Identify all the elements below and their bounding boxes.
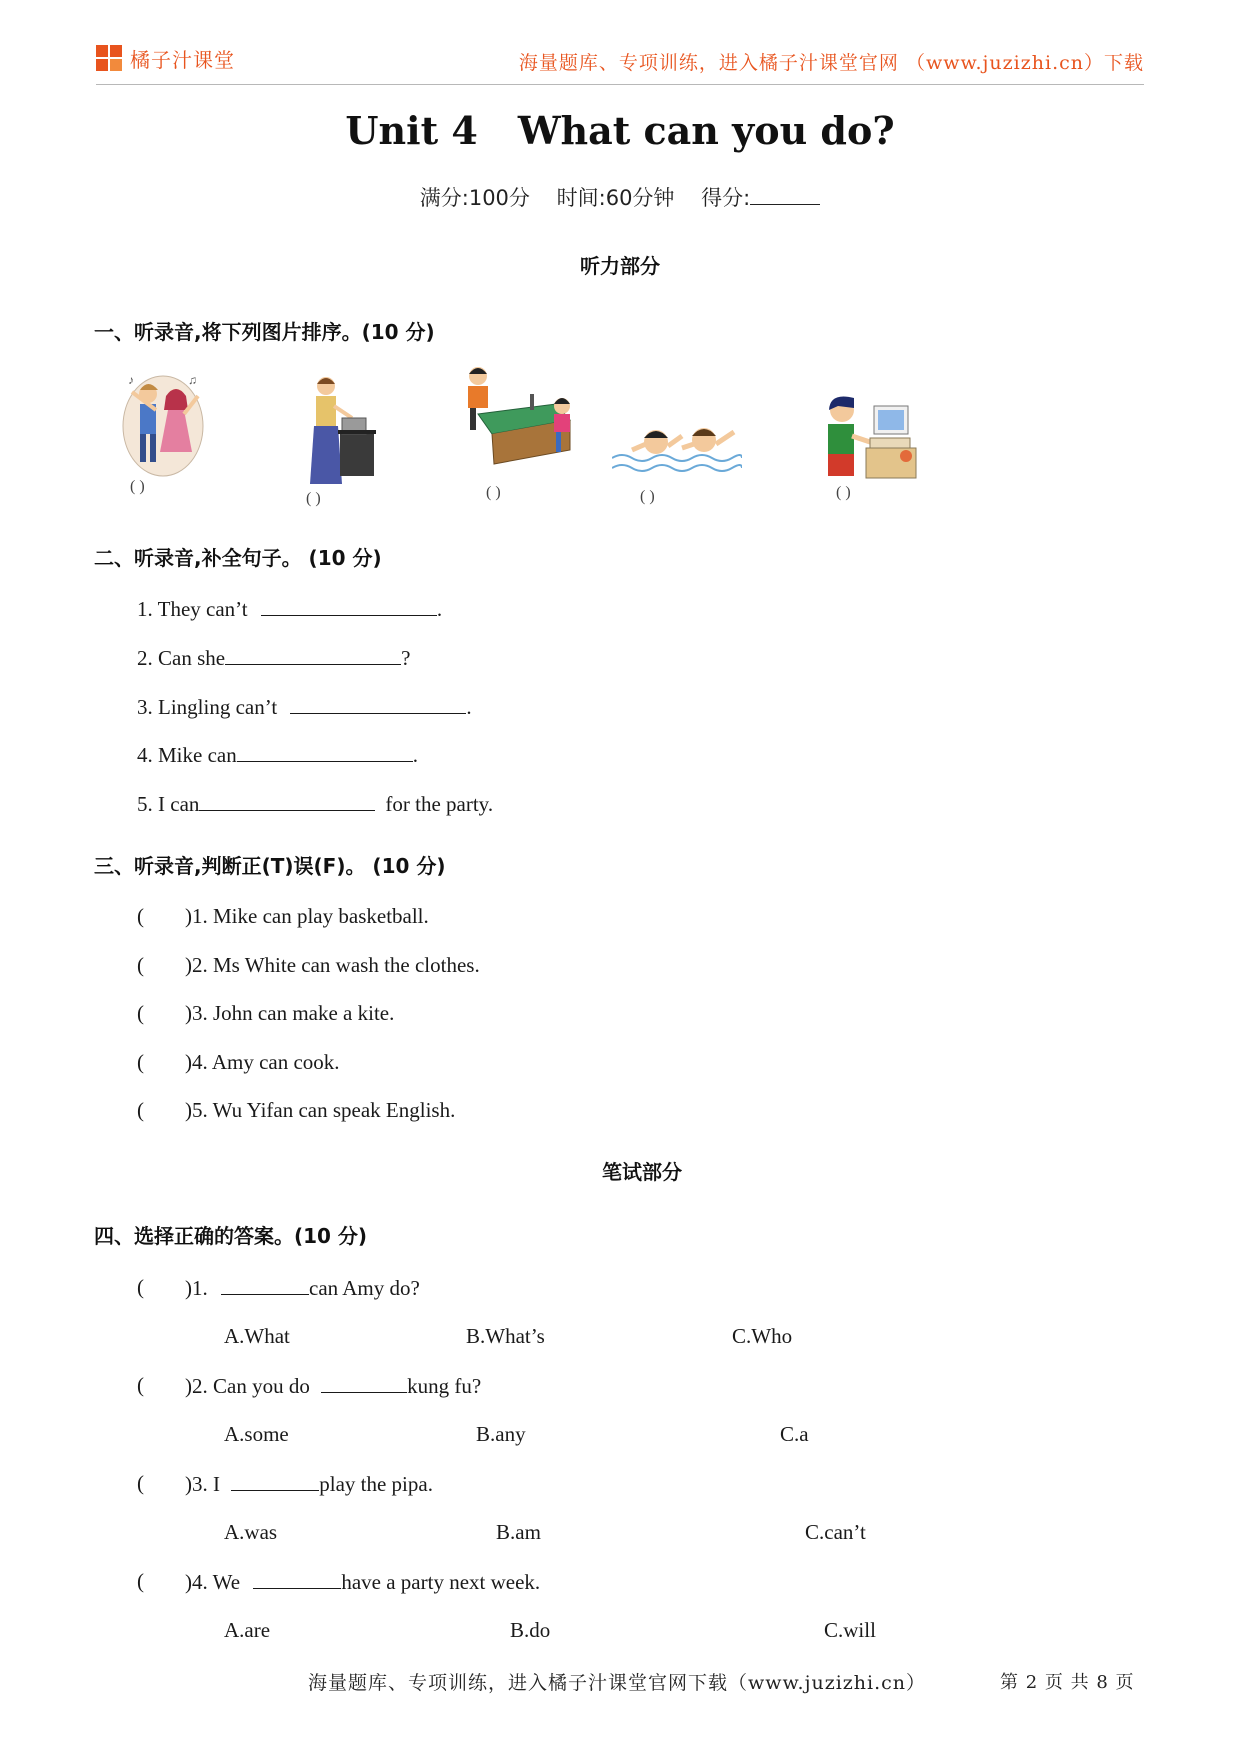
sentence-end: for the party. xyxy=(385,792,494,816)
option-c[interactable]: C.can’t xyxy=(805,1520,866,1544)
children-swimming-picture xyxy=(612,414,742,484)
answer-blank[interactable] xyxy=(231,1471,319,1491)
judge-text: )4. Amy can cook. xyxy=(185,1050,340,1074)
boy-at-computer-picture xyxy=(820,392,920,488)
footer-text: 海量题库、专项训练，进入橘子汁课堂官网下载（www.juzizhi.cn） xyxy=(308,1672,927,1694)
answer-paren[interactable]: ( xyxy=(137,1050,144,1074)
answer-paren[interactable]: ( xyxy=(137,1569,144,1593)
question-text: )4. We have a party next week. xyxy=(185,1570,541,1594)
sentence-text: 3. Lingling can’t xyxy=(137,695,278,719)
answer-paren[interactable]: ( xyxy=(137,1275,144,1299)
header-divider xyxy=(96,84,1144,85)
sentence-text: 4. Mike can xyxy=(137,743,237,767)
sentence-end: . xyxy=(436,597,443,621)
option-b[interactable]: B.What’s xyxy=(466,1324,545,1348)
answer-blank[interactable] xyxy=(221,1275,309,1295)
woman-cooking-picture xyxy=(300,372,380,492)
sentence-text: 5. I can xyxy=(137,792,200,816)
answer-blank[interactable] xyxy=(290,694,466,714)
judge-text: )3. John can make a kite. xyxy=(185,1001,395,1025)
page-number: 第 2 页 共 8 页 xyxy=(1000,1672,1135,1693)
children-at-table-picture xyxy=(460,364,580,476)
answer-paren[interactable]: ( xyxy=(137,904,144,928)
question-text: )1. can Amy do? xyxy=(185,1276,420,1300)
fill-sentence-4 xyxy=(137,742,418,768)
option-b[interactable]: B.any xyxy=(476,1422,526,1446)
picture-answer-paren[interactable]: ( ) xyxy=(640,488,655,505)
logo-text: 橘子汁课堂 xyxy=(130,48,235,72)
option-c[interactable]: C.will xyxy=(824,1618,876,1642)
sentence-end: ? xyxy=(401,646,411,670)
option-b[interactable]: B.am xyxy=(496,1520,541,1544)
answer-blank[interactable] xyxy=(237,742,413,762)
picture-answer-paren[interactable]: ( ) xyxy=(486,484,501,501)
picture-answer-paren[interactable]: ( ) xyxy=(130,478,145,495)
option-a[interactable]: A.some xyxy=(224,1422,289,1446)
option-a[interactable]: A.What xyxy=(224,1324,290,1348)
section4-heading: 四、选择正确的答案。(10 分) xyxy=(94,1224,368,1248)
answer-paren[interactable]: ( xyxy=(137,953,144,977)
logo xyxy=(96,44,235,73)
picture-answer-paren[interactable]: ( ) xyxy=(836,484,851,501)
fill-sentence-2 xyxy=(137,645,410,671)
answer-blank[interactable] xyxy=(261,596,437,616)
sentence-end: . xyxy=(412,743,418,767)
judge-text: )1. Mike can play basketball. xyxy=(185,904,429,928)
answer-paren[interactable]: ( xyxy=(137,1001,144,1025)
section2-heading: 二、听录音,补全句子。 (10 分) xyxy=(94,546,382,570)
fill-sentence-3 xyxy=(137,694,472,720)
writing-part-label: 笔试部分 xyxy=(602,1160,682,1184)
question-text: )3. I play the pipa. xyxy=(185,1472,433,1496)
answer-blank[interactable] xyxy=(225,645,401,665)
header-slogan: 海量题库、专项训练，进入橘子汁课堂官网 （www.juzizhi.cn）下载 xyxy=(518,52,1144,74)
time-limit: 时间:60分钟 xyxy=(556,186,675,210)
section3-heading: 三、听录音,判断正(T)误(F)。 (10 分) xyxy=(94,854,446,878)
judge-text: )5. Wu Yifan can speak English. xyxy=(185,1098,456,1122)
title-topic: What can you do? xyxy=(517,108,895,153)
sentence-end: . xyxy=(466,695,472,719)
score-label: 得分: xyxy=(701,186,751,210)
svg-text:♪: ♪ xyxy=(128,373,134,387)
fill-sentence-1 xyxy=(137,596,442,622)
dancing-children-picture xyxy=(118,370,208,482)
answer-paren[interactable]: ( xyxy=(137,1098,144,1122)
fill-sentence-5 xyxy=(137,791,493,817)
option-c[interactable]: C.a xyxy=(780,1422,809,1446)
question-text: )2. Can you do kung fu? xyxy=(185,1374,482,1398)
answer-paren[interactable]: ( xyxy=(137,1373,144,1397)
full-score: 满分:100分 xyxy=(419,186,530,210)
page-title xyxy=(0,108,1240,153)
option-a[interactable]: A.was xyxy=(224,1520,278,1544)
answer-blank[interactable] xyxy=(321,1373,407,1393)
answer-blank[interactable] xyxy=(253,1569,341,1589)
listening-part-label: 听力部分 xyxy=(580,254,660,278)
picture-row xyxy=(0,370,1240,520)
logo-icon xyxy=(96,45,124,73)
answer-paren[interactable]: ( xyxy=(137,1471,144,1495)
answer-blank[interactable] xyxy=(199,791,375,811)
score-blank[interactable] xyxy=(750,187,820,205)
svg-text:♫: ♫ xyxy=(188,373,197,387)
picture-answer-paren[interactable]: ( ) xyxy=(306,490,321,507)
section1-heading: 一、听录音,将下列图片排序。(10 分) xyxy=(94,320,435,344)
option-a[interactable]: A.are xyxy=(224,1618,271,1642)
sentence-text: 1. They can’t xyxy=(137,597,248,621)
exam-meta xyxy=(0,182,1240,212)
option-b[interactable]: B.do xyxy=(510,1618,551,1642)
judge-text: )2. Ms White can wash the clothes. xyxy=(185,953,480,977)
sentence-text: 2. Can she xyxy=(137,646,226,670)
title-unit: Unit 4 xyxy=(345,108,478,153)
option-c[interactable]: C.Who xyxy=(732,1324,793,1348)
